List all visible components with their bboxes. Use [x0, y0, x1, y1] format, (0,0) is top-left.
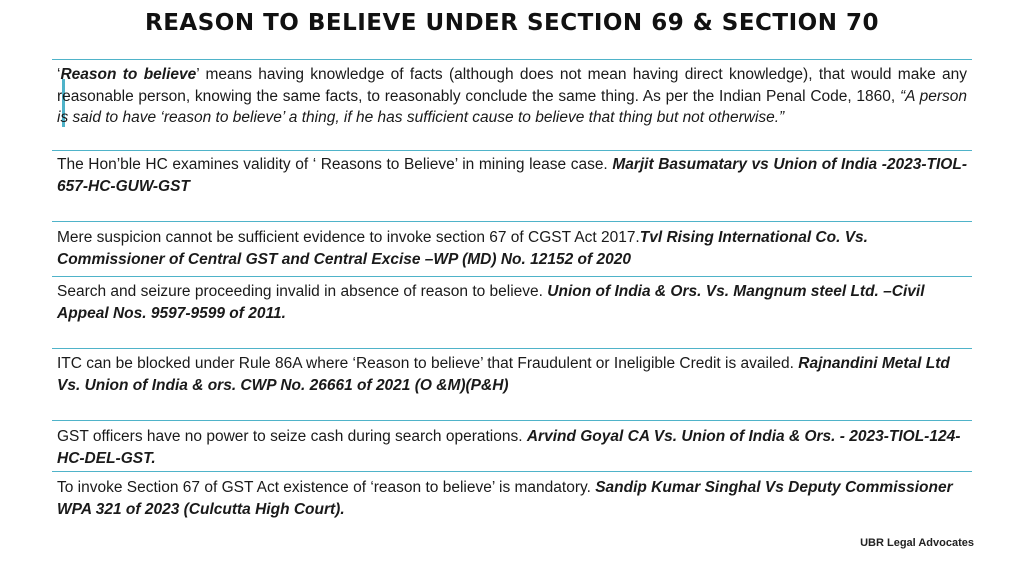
- close-quote: ’: [196, 66, 200, 83]
- case-row-2: [57, 227, 967, 270]
- case-summary: Mere suspicion cannot be sufficient evidence to invoke section 67 of CGST Act 2017.: [57, 229, 640, 246]
- case-citation: Rajnandini Metal Ltd Vs. Union of India & ors. CWP No. 26661 of 2021 (O &M)(P&H): [57, 355, 950, 394]
- ipc-quote: “A person is said to have ‘reason to believe’ a thing, if he has sufficient cause to believe that thing but not otherwise.”: [57, 87, 967, 126]
- case-summary: GST officers have no power to seize cash during search operations.: [57, 428, 527, 445]
- footer-brand: UBR Legal Advocates: [860, 537, 974, 549]
- row-divider: [52, 348, 972, 349]
- case-citation: Union of India & Ors. Vs. Mangnum steel Ltd. –Civil Appeal Nos. 9597-9599 of 2011.: [57, 283, 925, 322]
- row-divider: [52, 471, 972, 472]
- row-divider: [52, 420, 972, 421]
- case-summary: Search and seizure proceeding invalid in absence of reason to believe.: [57, 283, 548, 300]
- case-citation: Tvl Rising International Co. Vs. Commissioner of Central GST and Central Excise –WP (MD) No. 12152 of 2020: [57, 229, 868, 268]
- row-divider: [52, 59, 972, 60]
- case-summary: ITC can be blocked under Rule 86A where ‘Reason to believe’ that Fraudulent or Ineligible Credit is availed.: [57, 355, 799, 372]
- open-quote: ‘: [57, 66, 61, 83]
- case-citation: Sandip Kumar Singhal Vs Deputy Commissioner WPA 321 of 2023 (Culcutta High Court).: [57, 479, 953, 518]
- case-row-5: [57, 426, 967, 469]
- case-citation: Arvind Goyal CA Vs. Union of India & Ors. - 2023-TIOL-124-HC-DEL-GST.: [57, 428, 961, 467]
- definition-text: means having knowledge of facts (although does not mean having direct knowledge), that would make any reasonable person, knowing the same facts, to reasonably conclude the same thing. As per the Indian Penal Code, 1860,: [57, 66, 968, 105]
- row-divider: [52, 221, 972, 222]
- case-row-1: [57, 154, 967, 197]
- row-divider: [52, 276, 972, 277]
- case-row-6: [57, 477, 967, 520]
- case-citation: Marjit Basumatary vs Union of India -2023-TIOL-657-HC-GUW-GST: [57, 156, 967, 195]
- definition-term: Reason to believe: [60, 66, 197, 83]
- case-row-3: [57, 281, 967, 324]
- row-divider: [52, 150, 972, 151]
- case-row-4: [57, 353, 967, 396]
- page-title: REASON TO BELIEVE UNDER SECTION 69 & SECTION 70: [145, 10, 879, 36]
- definition-row: [57, 64, 967, 129]
- case-summary: To invoke Section 67 of GST Act existence of ‘reason to believe’ is mandatory.: [57, 479, 596, 496]
- case-summary: The Hon’ble HC examines validity of ‘ Reasons to Believe’ in mining lease case.: [57, 156, 613, 173]
